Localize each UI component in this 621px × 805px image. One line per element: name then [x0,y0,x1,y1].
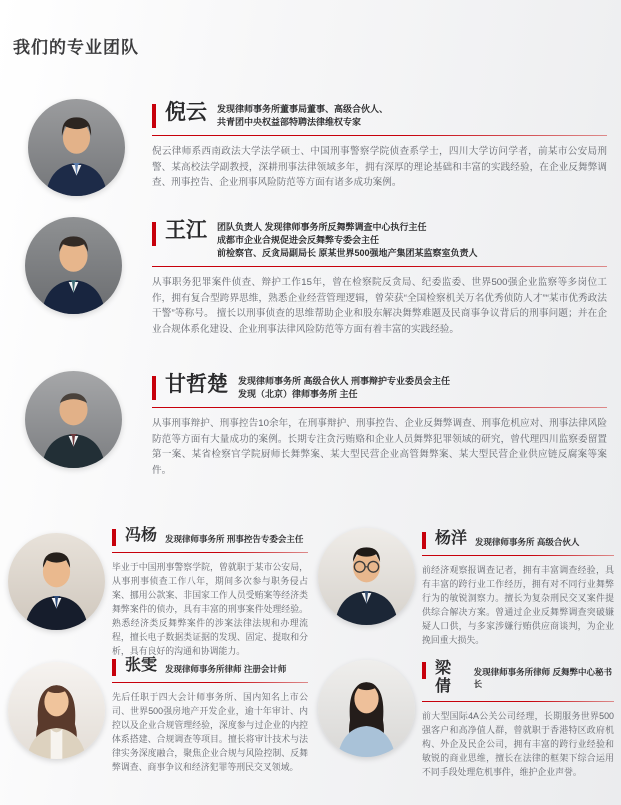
member-name: 张雯 [125,657,158,674]
red-divider [152,135,607,136]
member-photo-fengyang [8,533,105,630]
red-accent-bar [422,532,426,549]
member-photo-liangqian [318,660,415,757]
member-section-wangjiang [152,219,607,337]
red-divider [112,552,308,553]
member-photo-niyun [28,99,125,196]
member-card-yangyang [422,530,614,647]
member-photo-zhangwen [8,662,105,759]
male-bald-suit-portrait-icon [25,371,122,468]
member-card-fengyang [112,527,308,658]
female-blue-top-portrait-icon [318,660,415,757]
member-title-line: 团队负责人 发现律师事务所反舞弊调查中心执行主任 [217,222,427,232]
member-name: 冯杨 [125,527,158,544]
member-section-niyun [152,101,607,191]
red-divider [152,266,607,267]
member-card-zhangwen [112,657,308,774]
member-name: 倪云 [165,101,207,124]
male-suit-portrait-icon [8,533,105,630]
red-accent-bar [152,104,156,128]
red-accent-bar [152,376,156,400]
page-title: 我们的专业团队 [13,38,139,57]
member-title-line: 发现律师事务所董事局董事、高级合伙人、 [217,104,389,114]
member-bio: 从事刑事辩护、刑事控告10余年，在刑事辩护、刑事控告、企业反舞弊调查、刑事危机应对、刑事法律风险防范等方面有大量成功的案例。长期专注贪污贿赂和企业人员舞弊犯罪领域的研究，曾代理四川监察委留置第一案、某省检察官学院厨师长舞弊案、某大型民营企业高管舞弊案、某大型民营企业供应链反腐案等案件。 [152,418,607,476]
member-name: 王江 [165,219,207,242]
red-divider [422,555,614,556]
member-name: 甘哲楚 [165,373,228,396]
red-accent-bar [112,529,116,546]
member-title-line: 发现律师事务所律师 反舞弊中心秘书长 [473,667,612,690]
member-photo-ganzhechu [25,371,122,468]
red-accent-bar [422,662,426,679]
member-bio: 先后任职于四大会计师事务所、国内知名上市公司、世界500强房地产开发企业，逾十年审计、内控以及企业合规管理经验，深度参与过企业的内控体系搭建、合规调查等项目。擅长将审计技术与法律实务深度融合，聚焦企业合规与风险控制、反舞弊调查、商事争议和经济犯罪等刑民交叉领域。 [112,692,308,773]
member-section-ganzhechu [152,373,607,478]
member-bio: 毕业于中国刑事警察学院，曾就职于某市公安局，从事刑事侦查工作八年，期间多次参与职务侵占案、挪用公款案、非国家工作人员受贿案等经济类舞弊案件的侦办，具有丰富的刑事案件处理经验。熟悉经济类反舞弊案件的涉案法律法规和办理流程，擅长电子数据类证据的发现、固定、提取和分析，具有良好的沟通和协调能力。 [112,562,308,657]
member-title-line: 成都市企业合规促进会反舞弊专委会主任 [217,235,380,246]
member-title-line: 共青团中央权益部特聘法律维权专家 [217,117,362,128]
member-title-line: 发现律师事务所律师 注册会计师 [165,664,287,674]
member-title-line: 发现律师事务所 高级合伙人 [475,537,580,547]
member-photo-wangjiang [25,217,122,314]
red-accent-bar [152,222,156,246]
male-glasses-suit-portrait-icon [318,528,415,625]
member-title-line: 前检察官、反贪局副局长 原某世界500强地产集团某监察室负责人 [217,248,478,259]
member-name: 杨洋 [435,530,468,547]
member-bio: 从事职务犯罪案件侦查、辩护工作15年，曾在检察院反贪局、纪委监委、世界500强企业监察等多岗位工作，拥有复合型跨界思维，熟悉企业经营管理逻辑，曾荣获“全国检察机关万名优秀侦防人才”“某市优秀政法干警”等称号。 擅长以刑事侦查的思维帮助企业和股东解决舞弊难题及民商事争议背后的刑事问题；并在企业合规体系化建设、企业刑事法律风险防范等方面有着丰富的实践经验。 [152,277,607,335]
female-beige-jacket-portrait-icon [8,662,105,759]
red-accent-bar [112,659,116,676]
red-divider [152,407,607,408]
member-bio: 前大型国际4A公关公司经理，长期服务世界500强客户和高净值人群，曾就职于香港特区政府机构、外企及民企公司，拥有丰富的跨行业经验和敏锐的商业思维，擅长在法律的框架下综合运用不同手段处理危机事件，维护企业声誉。 [422,711,614,778]
male-suit-portrait-icon [28,99,125,196]
male-suit-portrait-icon [25,217,122,314]
member-name: 梁倩 [435,660,452,695]
member-photo-yangyang [318,528,415,625]
red-divider [422,701,614,702]
member-bio: 前经济观察报调查记者，拥有丰富调查经验，具有丰富的跨行业工作经历，拥有对不同行业舞弊行为的敏锐洞察力。擅长为复杂刑民交叉案件提供综合解决方案。曾通过企业反舞弊调查突破嫌疑人口供，与多家涉嫌行贿供应商谈判，为企业挽回重大损失。 [422,565,614,646]
member-title-line: 发现律师事务所 刑事控告专委会主任 [165,534,304,544]
member-card-liangqian [422,660,614,780]
red-divider [112,682,308,683]
member-title-line: 发现（北京）律师事务所 主任 [238,389,358,400]
member-bio: 倪云律师系西南政法大学法学硕士、中国刑事警察学院侦查系学士，四川大学访问学者，前某市公安局刑警、某高校法学副教授，深耕刑事法律领域多年，拥有深厚的理论基础和丰富的实践经验，在企业反舞弊调查、刑事控告、企业刑事风险防范等方面有诸多成功案例。 [152,146,607,189]
member-title-line: 发现律师事务所 高级合伙人 刑事辩护专业委员会主任 [238,376,451,386]
